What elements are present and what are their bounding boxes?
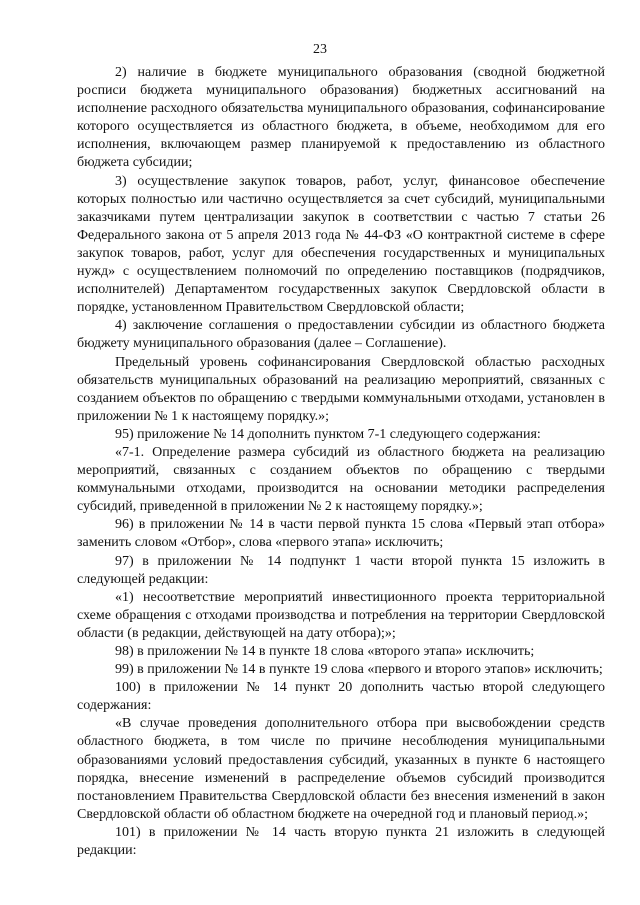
paragraph-amendment-100: 100) в приложении № 14 пункт 20 дополнить частью второй следующего содержания: (77, 680, 605, 714)
paragraph-item-3: 3) осуществление закупок товаров, работ, услуг, финансовое обеспечение которых полностью или частично осуществляется за счет субсидий, муниципальными заказчиками путем централизации закупок в соответствии с частью 7 статьи 26 Федерального закона от 5 апреля 2013 года № 44-ФЗ «О контрактной системе в сфере закупок товаров, работ, услуг для обеспечения государственных и муниципальных нужд» с осуществлением полномочий по определению поставщиков (подрядчиков, исполнителей) Департаментом государственных закупок Свердловской области в порядке, установленном Правительством Свердловской области; (77, 173, 605, 316)
paragraph-amendment-95: 95) приложение № 14 дополнить пунктом 7-1 следующего содержания: (115, 426, 541, 442)
document-body (77, 64, 605, 860)
paragraph-amendment-98: 98) в приложении № 14 в пункте 18 слова «второго этапа» исключить; (115, 644, 535, 659)
paragraph-cofinancing-limit: Предельный уровень софинансирования Свердловской областью расходных обязательств муниципальных образований на реализацию мероприятий, связанных с созданием объектов по обращению с твердыми коммунальными отходами, установлен в приложении № 1 к настоящему порядку.»; (77, 354, 605, 424)
paragraph-item-4: 4) заключение соглашения о предоставлении субсидии из областного бюджета бюджету муниципального образования (далее – Соглашение). (77, 318, 605, 352)
paragraph-subitem-1: «1) несоответствие мероприятий инвестиционного проекта территориальной схеме обращения с отходами производства и потребления на территории Свердловской области (в редакции, действующей на дату отбора);»; (77, 589, 605, 641)
paragraph-additional-selection: «В случае проведения дополнительного отбора при высвобождении средств областного бюджета, в том числе по причине несоблюдения муниципальными образованиями условий предоставления субсидий, указанных в пункте 6 настоящего порядка, внесение изменений в распределение объемов субсидий производится постановлением Правительства Свердловской области без внесения изменений в закон Свердловской области об областном бюджете на очередной год и плановый период.»; (77, 716, 605, 822)
page-number: 23 (313, 42, 327, 57)
paragraph-amendment-96: 96) в приложении № 14 в части первой пункта 15 слова «Первый этап отбора» заменить словом «Отбор», слова «первого этапа» исключить; (77, 517, 605, 551)
paragraph-amendment-97: 97) в приложении № 14 подпункт 1 части второй пункта 15 изложить в следующей редакции: (77, 553, 605, 587)
paragraph-item-2: 2) наличие в бюджете муниципального образования (сводной бюджетной росписи бюджета муниципального образования) бюджетных ассигнований на исполнение расходного обязательства муниципального образования, софинансирование которого осуществляется из областного бюджета, в объеме, необходимом для его исполнения, включающем размер планируемой к предоставлению из областного бюджета субсидии; (77, 65, 605, 171)
paragraph-clause-7-1: «7-1. Определение размера субсидий из областного бюджета на реализацию мероприятий, связанных с созданием объектов по обращению с твердыми коммунальными отходами, производится на основании методики распределения субсидий, приведенной в приложении № 2 к настоящему порядку.»; (77, 444, 605, 515)
paragraph-amendment-101: 101) в приложении № 14 часть вторую пункта 21 изложить в следующей редакции: (77, 824, 605, 859)
paragraph-amendment-99: 99) в приложении № 14 в пункте 19 слова «первого и второго этапов» исключить; (115, 662, 603, 678)
